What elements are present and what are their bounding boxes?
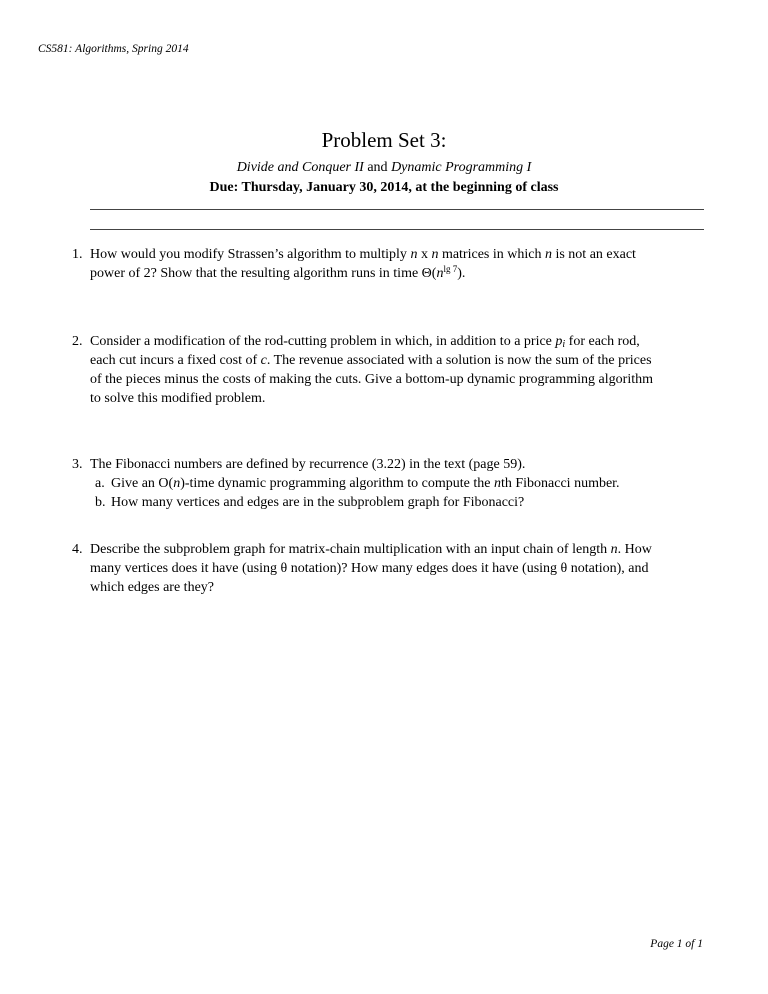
problem-line: Describe the subproblem graph for matrix-chain multiplication with an input chain of length n. How bbox=[90, 542, 652, 557]
subpart-a: a. Give an O(n)-time dynamic programming algorithm to compute the nth Fibonacci number. bbox=[95, 476, 620, 491]
problem-2 bbox=[72, 332, 710, 408]
problem-line: The Fibonacci numbers are defined by recurrence (3.22) in the text (page 59). bbox=[90, 457, 526, 472]
problem-line: of the pieces minus the costs of making the cuts. Give a bottom-up dynamic programming algorithm bbox=[90, 372, 653, 387]
bottom-divider bbox=[90, 229, 704, 230]
problem-line: which edges are they? bbox=[90, 580, 214, 595]
problem-line: each cut incurs a fixed cost of c. The revenue associated with a solution is now the sum of the prices bbox=[90, 353, 652, 368]
problem-1 bbox=[72, 245, 710, 283]
problem-line: to solve this modified problem. bbox=[90, 391, 266, 406]
problem-number: 4. bbox=[72, 542, 83, 557]
problem-number: 2. bbox=[72, 334, 83, 349]
course-header: CS581: Algorithms, Spring 2014 bbox=[38, 43, 189, 55]
problem-number: 3. bbox=[72, 457, 83, 472]
problem-line: power of 2? Show that the resulting algorithm runs in time $\Theta(n^{lg 7})$. bbox=[90, 264, 466, 281]
problem-line: Consider a modification of the rod-cutting problem in which, in addition to a price $p_i$ for each rod, bbox=[90, 334, 640, 350]
subpart-b: b. How many vertices and edges are in the subproblem graph for Fibonacci? bbox=[95, 495, 525, 510]
problem-4 bbox=[72, 540, 710, 597]
page-title: Problem Set 3: bbox=[321, 128, 447, 152]
subtitle bbox=[0, 160, 768, 176]
subtitle-and: and bbox=[363, 160, 392, 175]
subtitle-part1: Divide and Conquer II bbox=[236, 160, 364, 175]
subtitle-part2: Dynamic Programming I bbox=[391, 160, 532, 175]
page-footer: Page 1 of 1 bbox=[650, 938, 703, 950]
top-divider bbox=[90, 209, 704, 210]
problem-3 bbox=[72, 455, 710, 510]
problem-line: How would you modify Strassen’s algorithm to multiply n x n matrices in which n is not an exact bbox=[90, 247, 636, 262]
problem-line: many vertices does it have (using θ notation)? How many edges does it have (using θ notation), and bbox=[90, 561, 649, 576]
problem-number: 1. bbox=[72, 247, 83, 262]
due-date: Due: Thursday, January 30, 2014, at the beginning of class bbox=[209, 180, 559, 195]
